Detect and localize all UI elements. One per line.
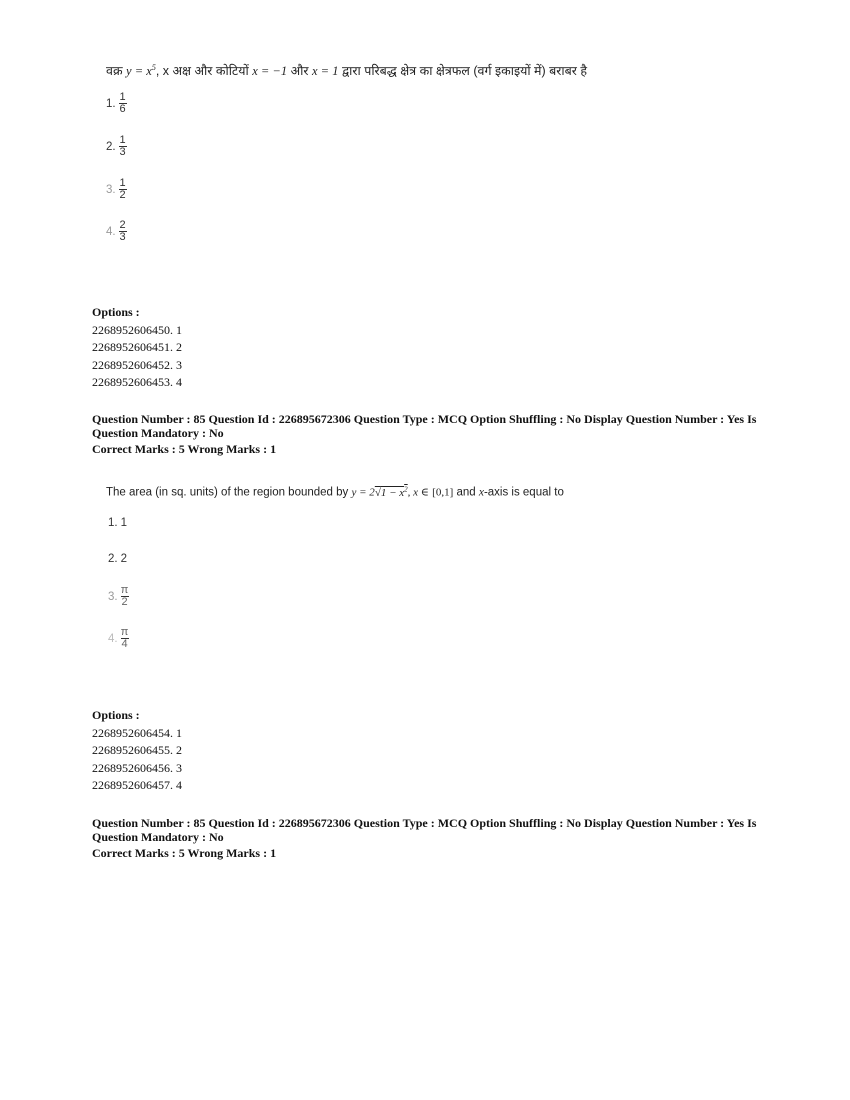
hindi-option-2: 2. $\frac{1}{3}$ — [106, 134, 126, 158]
hindi-option-1: 1. $\frac{1}{6}$ — [106, 91, 126, 115]
english-option-1: 1. 1 — [108, 517, 127, 529]
options-heading: Options : — [92, 708, 140, 722]
option-id: 2268952606454. 1 — [92, 725, 182, 740]
options-block-2 — [92, 707, 182, 795]
question-meta-line: Question Number : 85 Question Id : 226895672306 Question Type : MCQ Option Shuffling : No Display Question Number : Yes Is — [92, 412, 757, 426]
question-meta-line: Correct Marks : 5 Wrong Marks : 1 — [92, 846, 277, 860]
question-meta-1 — [92, 412, 756, 458]
question-meta-line: Question Mandatory : No — [92, 830, 224, 844]
question-hindi-text: वक्र $y = x^5$, x अक्ष और कोटियों x = −1 और x = 1 द्वारा परिबद्ध क्षेत्र का क्षेत्रफल (वर्ग इकाइयों में) बराबर है — [106, 62, 588, 78]
option-id: 2268952606452. 3 — [92, 357, 182, 372]
option-id: 2268952606456. 3 — [92, 760, 182, 775]
hindi-option-3: 3. $\frac{1}{2}$ — [106, 177, 126, 201]
hindi-option-4: 4. $\frac{2}{3}$ — [106, 219, 126, 243]
english-option-3: 3. $\frac{\pi}{2}$ — [108, 584, 129, 608]
option-id: 2268952606451. 2 — [92, 340, 182, 354]
question-meta-line: Correct Marks : 5 Wrong Marks : 1 — [92, 442, 277, 456]
english-option-4: 4. $\frac{\pi}{4}$ — [108, 626, 129, 650]
option-id: 2268952606455. 2 — [92, 743, 182, 757]
option-id: 2268952606450. 1 — [92, 322, 182, 337]
question-meta-line: Question Mandatory : No — [92, 426, 224, 440]
english-option-2: 2. 2 — [108, 553, 127, 565]
question-meta-line: Question Number : 85 Question Id : 226895672306 Question Type : MCQ Option Shuffling : No Display Question Number : Yes Is — [92, 816, 757, 830]
options-heading: Options : — [92, 305, 140, 319]
question-meta-2 — [92, 816, 756, 862]
option-id: 2268952606457. 4 — [92, 778, 182, 792]
question-english-text: The area (in sq. units) of the region bounded by $y = 2√1 - x^2$, x ∈ [0,1] and x-axis is equal to — [106, 485, 564, 499]
option-id: 2268952606453. 4 — [92, 375, 182, 389]
options-block-1 — [92, 304, 182, 392]
